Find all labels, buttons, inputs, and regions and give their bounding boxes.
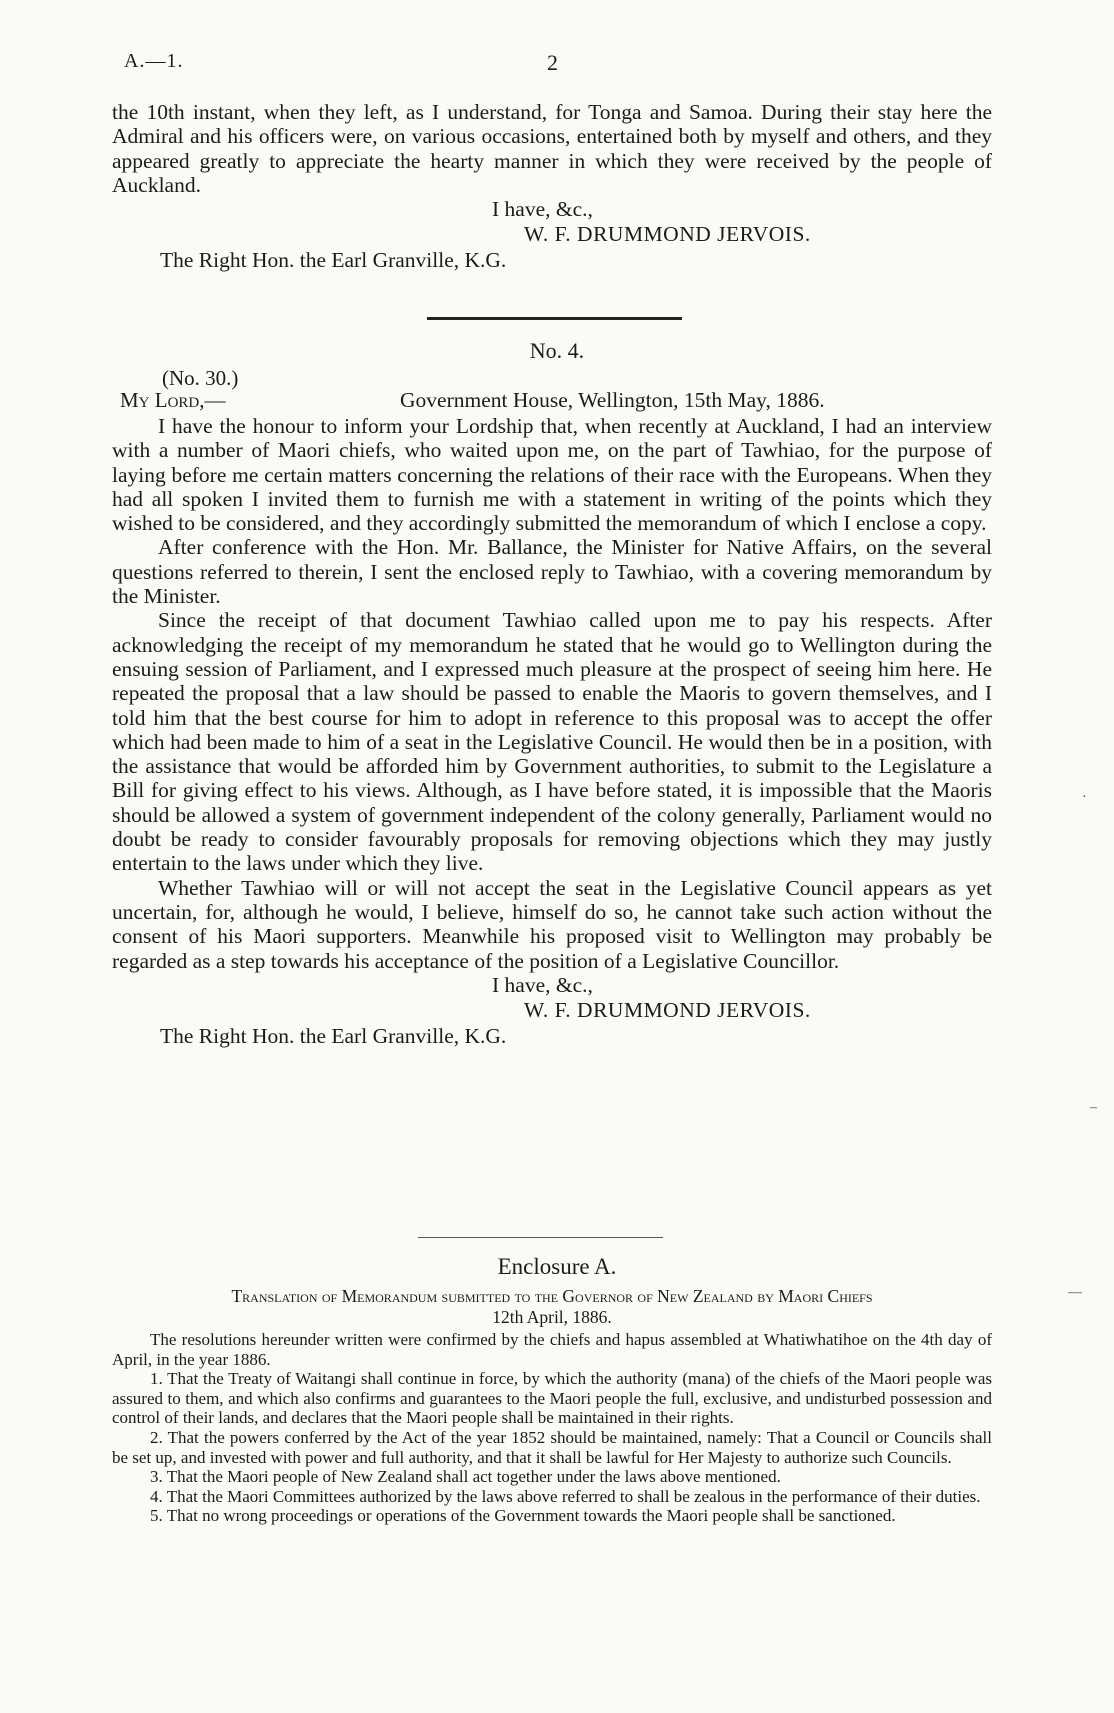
margin-mark: · [1082,790,1087,805]
enclosure-title [112,1286,992,1328]
resolution-item: 3. That the Maori people of New Zealand shall act together under the laws above mentioned. [150,1467,781,1487]
salutation: My Lord,— [120,388,226,412]
margin-mark: — [1068,1285,1082,1300]
section-divider [418,1237,663,1238]
dateline: Government House, Wellington, 15th May, 1886. [400,388,825,412]
enclosure-title-line: Translation of Memorandum submitted to the Governor of New Zealand by Maori Chiefs [231,1286,873,1306]
section-divider [427,317,682,320]
resolution-item: 4. That the Maori Committees authorized by the laws above referred to shall be zealous in the performance of their duties. [150,1486,981,1506]
signature: W. F. DRUMMOND JERVOIS. [524,998,811,1023]
closing: I have, &c., [492,197,593,222]
signature: W. F. DRUMMOND JERVOIS. [524,222,811,247]
letter-heading: No. 4. [529,338,585,363]
addressee: The Right Hon. the Earl Granville, K.G. [160,248,507,273]
paragraph: Since the receipt of that document Tawhiao called upon me to pay his respects. After acknowledging the receipt of my memorandum he stated that he would go to Wellington during the ensuing session of Parliament, and I expressed much pleasure at the prospect of seeing him here. He repeated the proposal that a law should be passed to enable the Maoris to govern themselves, and I told him that the best course for him to adopt in reference to this proposal was to accept the offer which had been made to him of a seat in the Legislative Council. He would then be in a position, with the assistance that would be afforded him by Government authorities, to submit to the Legislature a Bill for giving effect to his views. Although, as I have before stated, it is impossible that the Maoris should be allowed a system of government independent of the colony generally, Parliament would no doubt be ready to consider favourably proposals for removing objections which they may justly entertain to the laws under which they live. [112,608,992,876]
enclosure-date: 12th April, 1886. [492,1307,612,1327]
enclosure-intro: The resolutions hereunder written were confirmed by the chiefs and hapus assembled at Whatiwhatihoe on the 4th day of April, in the year 1886. [112,1330,992,1369]
resolution-item: 5. That no wrong proceedings or operations of the Government towards the Maori people shall be sanctioned. [150,1506,896,1526]
paragraph: I have the honour to inform your Lordship that, when recently at Auckland, I had an interview with a number of Maori chiefs, who waited upon me, on the part of Tawhiao, for the purpose of laying before me certain matters concerning the relations of their race with the Europeans. When they had all spoken I invited them to furnish me with a statement in writing of the points which they wished to be considered, and they accordingly submitted the memorandum of which I enclose a copy. [112,414,992,536]
letter-number: (No. 30.) [162,366,239,390]
paragraph: Whether Tawhiao will or will not accept the seat in the Legislative Council appears as yet uncertain, for, although he would, I believe, himself do so, he cannot take such action without the consent of his Maori supporters. Meanwhile his proposed visit to Wellington may probably be regarded as a step towards his acceptance of the position of a Legislative Councillor. [112,875,992,973]
addressee: The Right Hon. the Earl Granville, K.G. [160,1024,507,1049]
page-number: 2 [547,50,558,75]
closing: I have, &c., [492,972,593,997]
margin-mark: – [1090,1100,1097,1115]
letter-body [112,414,992,1049]
paragraph: After conference with the Hon. Mr. Ballance, the Minister for Native Affairs, on the several questions referred to therein, I sent the enclosed reply to Tawhiao, with a covering memorandum by the Minister. [112,535,992,609]
enclosure-heading: Enclosure A. [497,1254,617,1279]
previous-letter-continuation [112,100,992,273]
continuation-paragraph: the 10th instant, when they left, as I understand, for Tonga and Samoa. During their stay here the Admiral and his officers were, on various occasions, entertained both by myself and others, and they appeared greatly to appreciate the hearty manner in which they were received by the people of Auckland. [112,100,992,197]
enclosure-body [112,1330,992,1526]
resolution-item: 2. That the powers conferred by the Act of the year 1852 should be maintained, namely: That a Council or Councils shall be set up, and invested with power and full authority, and that it shall be lawful for Her Majesty to authorize such Councils. [112,1427,992,1467]
page-reference: A.—1. [124,50,184,72]
resolution-item: 1. That the Treaty of Waitangi shall continue in force, by which the authority (mana) of the chiefs of the Maori people was assured to them, and which also confirms and guarantees to the Maori people the full, exclusive, and undisturbed possession and control of their lands, and declares that the Maori people shall be maintained in their rights. [112,1369,992,1428]
